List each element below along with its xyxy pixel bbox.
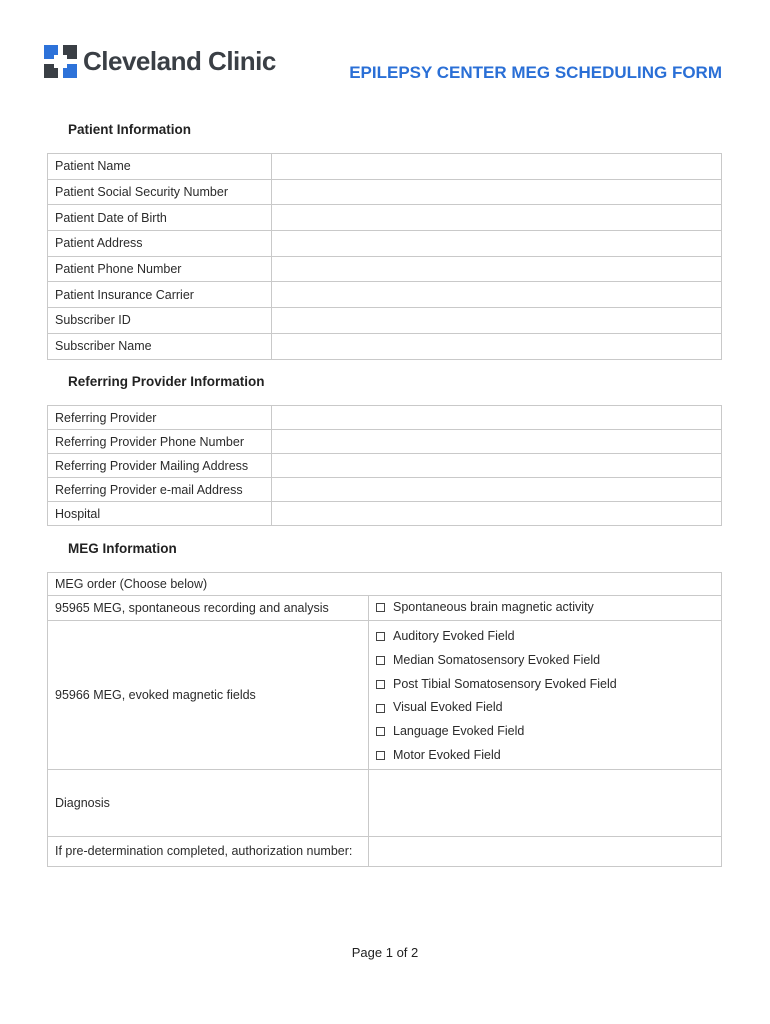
patient-dob-input[interactable] xyxy=(272,205,722,231)
option-visual[interactable] xyxy=(376,696,714,720)
referring-provider-row xyxy=(48,406,722,430)
form-title: EPILEPSY CENTER MEG SCHEDULING FORM xyxy=(349,63,722,82)
option-spontaneous[interactable] xyxy=(369,596,722,621)
field-label: Referring Provider xyxy=(48,406,272,430)
option-label: Spontaneous brain magnetic activity xyxy=(393,600,594,614)
field-label: Referring Provider Mailing Address xyxy=(48,454,272,478)
referring-provider-table xyxy=(47,405,722,526)
field-label: Patient Name xyxy=(48,154,272,180)
logo-text: Cleveland Clinic xyxy=(83,46,276,76)
field-label: Subscriber ID xyxy=(48,308,272,334)
meg-order-label: MEG order (Choose below) xyxy=(48,573,722,596)
option-motor[interactable] xyxy=(376,744,714,768)
diagnosis-row xyxy=(48,769,722,836)
code-95966-label: 95966 MEG, evoked magnetic fields xyxy=(48,620,369,769)
patient-ssn-row xyxy=(48,179,722,205)
meg-information-table xyxy=(47,572,722,867)
hospital-row xyxy=(48,502,722,526)
field-label: Subscriber Name xyxy=(48,333,272,359)
evoked-options-list xyxy=(369,620,722,769)
patient-name-input[interactable] xyxy=(272,154,722,180)
diagnosis-label: Diagnosis xyxy=(48,769,369,836)
field-label: Referring Provider Phone Number xyxy=(48,430,272,454)
hospital-input[interactable] xyxy=(272,502,722,526)
page-number: Page 1 of 2 xyxy=(351,945,419,960)
field-label: Patient Address xyxy=(48,231,272,257)
patient-insurance-row xyxy=(48,282,722,308)
checkbox-icon[interactable] xyxy=(376,632,385,641)
subscriber-name-row xyxy=(48,333,722,359)
option-language[interactable] xyxy=(376,720,714,744)
referring-mailing-row xyxy=(48,454,722,478)
patient-address-input[interactable] xyxy=(272,231,722,257)
option-label: Language Evoked Field xyxy=(393,723,525,738)
code-95965-label: 95965 MEG, spontaneous recording and analysis xyxy=(48,596,369,621)
referring-provider-heading: Referring Provider Information xyxy=(68,374,265,389)
authorization-input[interactable] xyxy=(369,836,722,866)
option-label: Visual Evoked Field xyxy=(393,700,503,715)
patient-insurance-input[interactable] xyxy=(272,282,722,308)
subscriber-id-input[interactable] xyxy=(272,308,722,334)
cleveland-clinic-cross-icon xyxy=(44,45,77,78)
subscriber-id-row xyxy=(48,308,722,334)
checkbox-icon[interactable] xyxy=(376,680,385,689)
referring-mailing-input[interactable] xyxy=(272,454,722,478)
checkbox-icon[interactable] xyxy=(376,704,385,713)
field-label: Referring Provider e-mail Address xyxy=(48,478,272,502)
patient-information-table xyxy=(47,153,722,360)
patient-address-row xyxy=(48,231,722,257)
cleveland-clinic-logo xyxy=(44,44,276,78)
patient-phone-row xyxy=(48,256,722,282)
patient-dob-row xyxy=(48,205,722,231)
referring-provider-input[interactable] xyxy=(272,406,722,430)
field-label: Patient Date of Birth xyxy=(48,205,272,231)
patient-name-row xyxy=(48,154,722,180)
field-label: Patient Phone Number xyxy=(48,256,272,282)
option-post-tibial[interactable] xyxy=(376,673,714,697)
option-label: Median Somatosensory Evoked Field xyxy=(393,652,601,667)
meg-95965-row xyxy=(48,596,722,621)
referring-phone-input[interactable] xyxy=(272,430,722,454)
field-label: Patient Insurance Carrier xyxy=(48,282,272,308)
patient-phone-input[interactable] xyxy=(272,256,722,282)
checkbox-icon[interactable] xyxy=(376,751,385,760)
meg-95966-row xyxy=(48,620,722,769)
patient-ssn-input[interactable] xyxy=(272,179,722,205)
authorization-row xyxy=(48,836,722,866)
patient-information-heading: Patient Information xyxy=(68,122,192,137)
option-auditory[interactable] xyxy=(376,625,714,649)
option-label: Post Tibial Somatosensory Evoked Field xyxy=(393,676,617,691)
meg-information-heading: MEG Information xyxy=(68,541,177,556)
referring-email-row xyxy=(48,478,722,502)
meg-order-row xyxy=(48,573,722,596)
option-label: Motor Evoked Field xyxy=(393,747,501,762)
field-label: Hospital xyxy=(48,502,272,526)
field-label: Patient Social Security Number xyxy=(48,179,272,205)
subscriber-name-input[interactable] xyxy=(272,333,722,359)
option-label: Auditory Evoked Field xyxy=(393,629,515,644)
option-median-somatosensory[interactable] xyxy=(376,649,714,673)
diagnosis-input[interactable] xyxy=(369,769,722,836)
checkbox-icon[interactable] xyxy=(376,656,385,665)
checkbox-icon[interactable] xyxy=(376,603,385,612)
referring-email-input[interactable] xyxy=(272,478,722,502)
authorization-label: If pre-determination completed, authorization number: xyxy=(48,836,369,866)
checkbox-icon[interactable] xyxy=(376,727,385,736)
referring-phone-row xyxy=(48,430,722,454)
